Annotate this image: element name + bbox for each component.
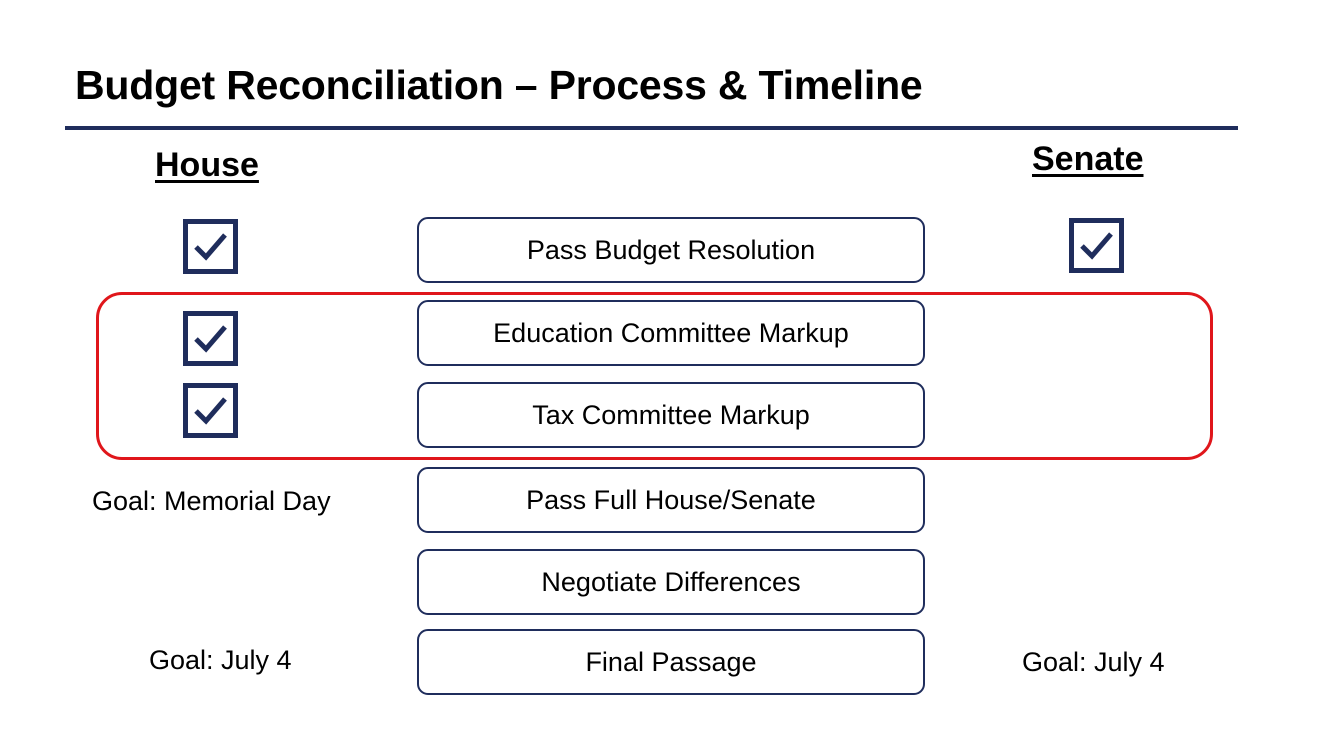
title-divider <box>65 126 1238 130</box>
step-tax-committee-markup: Tax Committee Markup <box>417 382 925 448</box>
step-pass-full-house-senate: Pass Full House/Senate <box>417 467 925 533</box>
step-pass-budget-resolution: Pass Budget Resolution <box>417 217 925 283</box>
senate-column-header: Senate <box>1032 140 1144 178</box>
house-check-icon-budget-resolution <box>183 219 238 274</box>
senate-goal-july-4: Goal: July 4 <box>1022 647 1165 677</box>
house-goal-july-4: Goal: July 4 <box>149 645 292 675</box>
step-education-committee-markup: Education Committee Markup <box>417 300 925 366</box>
step-final-passage: Final Passage <box>417 629 925 695</box>
page-title: Budget Reconciliation – Process & Timeline <box>75 62 923 108</box>
step-negotiate-differences: Negotiate Differences <box>417 549 925 615</box>
house-column-header: House <box>155 146 259 184</box>
senate-check-icon-budget-resolution <box>1069 218 1124 273</box>
house-check-icon-education-markup <box>183 311 238 366</box>
house-goal-memorial-day: Goal: Memorial Day <box>92 486 331 516</box>
house-check-icon-tax-markup <box>183 383 238 438</box>
